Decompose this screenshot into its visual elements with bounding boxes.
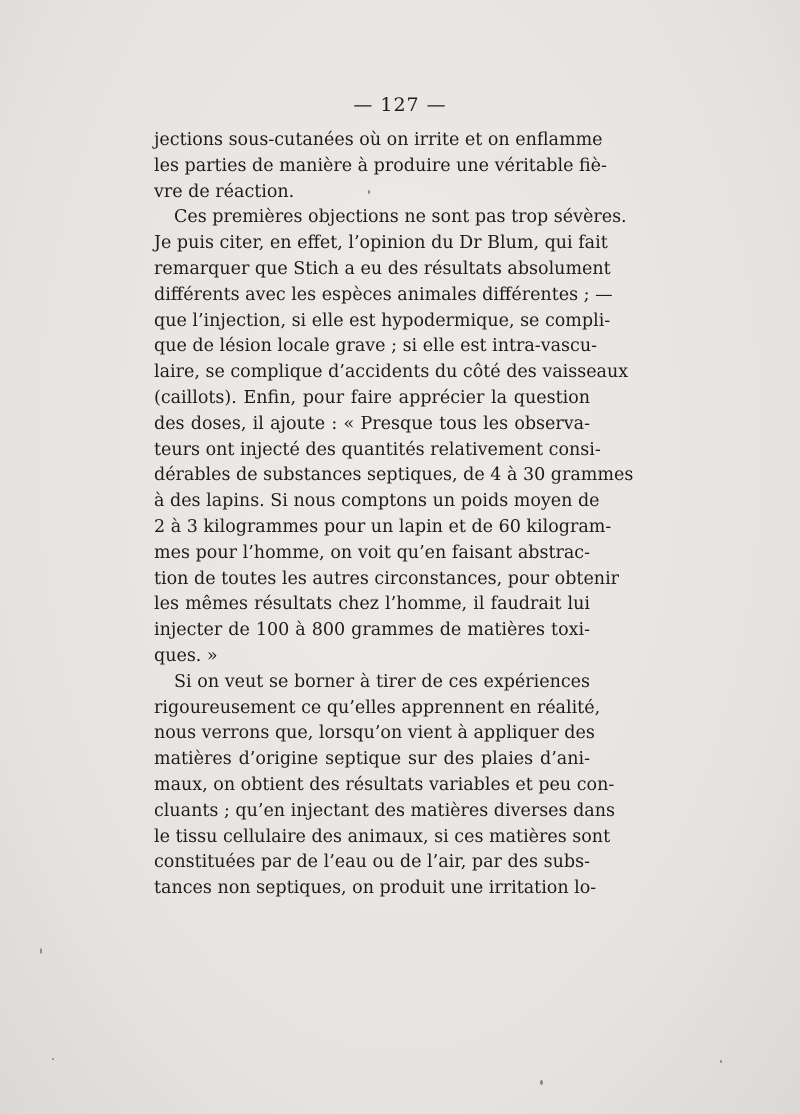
- text-line: constituées par de l’eau ou de l’air, par des subs-: [154, 852, 590, 873]
- text-line: les parties de manière à produire une véritable fiè-: [154, 155, 607, 176]
- text-line: le tissu cellulaire des animaux, si ces matières sont: [154, 826, 611, 847]
- text-line: rigoureusement ce qu’elles apprennent en réalité,: [154, 697, 601, 718]
- text-line: différents avec les espèces animales différentes ; —: [154, 284, 613, 305]
- text-line: matières d’origine septique sur des plaies d’ani-: [154, 749, 590, 770]
- text-line: ques. »: [154, 645, 218, 666]
- text-line: maux, on obtient des résultats variables et peu con-: [154, 774, 615, 795]
- paper-speck: [52, 1058, 54, 1060]
- text-line: des doses, il ajoute : « Presque tous les observa-: [154, 413, 590, 434]
- text-line: teurs ont injecté des quantités relativement consi-: [154, 439, 601, 460]
- text-line: laire, se complique d’accidents du côté des vaisseaux: [154, 362, 629, 383]
- text-line: nous verrons que, lorsqu’on vient à appliquer des: [154, 723, 595, 744]
- page-number: — 127 —: [353, 94, 447, 116]
- text-line: (caillots). Enfin, pour faire apprécier la question: [154, 387, 590, 408]
- text-line: vre de réaction.: [154, 181, 295, 202]
- text-line: jections sous-cutanées où on irrite et on enflamme: [154, 130, 603, 150]
- text-line: les mêmes résultats chez l’homme, il faudrait lui: [154, 594, 590, 615]
- text-line: remarquer que Stich a eu des résultats absolument: [154, 258, 611, 279]
- text-line: injecter de 100 à 800 grammes de matières toxi-: [154, 620, 590, 641]
- text-line: mes pour l’homme, on voit qu’en faisant abstrac-: [154, 542, 590, 563]
- text-line: que de lésion locale grave ; si elle est intra-vascu-: [154, 336, 598, 357]
- text-line: tion de toutes les autres circonstances, pour obtenir: [154, 568, 620, 589]
- paper-speck: [368, 190, 370, 194]
- text-line: à des lapins. Si nous comptons un poids moyen de: [154, 491, 600, 512]
- paper-speck: [720, 1060, 722, 1063]
- paper-speck: [40, 948, 42, 954]
- paper-speck: [540, 1080, 543, 1085]
- text-line: dérables de substances septiques, de 4 à 30 grammes: [154, 465, 634, 486]
- text-line: Je puis citer, en effet, l’opinion du Dr Blum, qui fait: [154, 233, 608, 254]
- text-line: que l’injection, si elle est hypodermique, se compli-: [154, 310, 611, 331]
- text-line: Ces premières objections ne sont pas trop sévères.: [174, 207, 627, 228]
- text-line: tances non septiques, on produit une irritation lo-: [154, 878, 597, 899]
- text-line: 2 à 3 kilogrammes pour un lapin et de 60 kilogram-: [154, 516, 612, 537]
- body-text: [154, 128, 634, 902]
- text-line: Si on veut se borner à tirer de ces expériences: [174, 671, 590, 692]
- text-line: cluants ; qu’en injectant des matières diverses dans: [154, 800, 615, 821]
